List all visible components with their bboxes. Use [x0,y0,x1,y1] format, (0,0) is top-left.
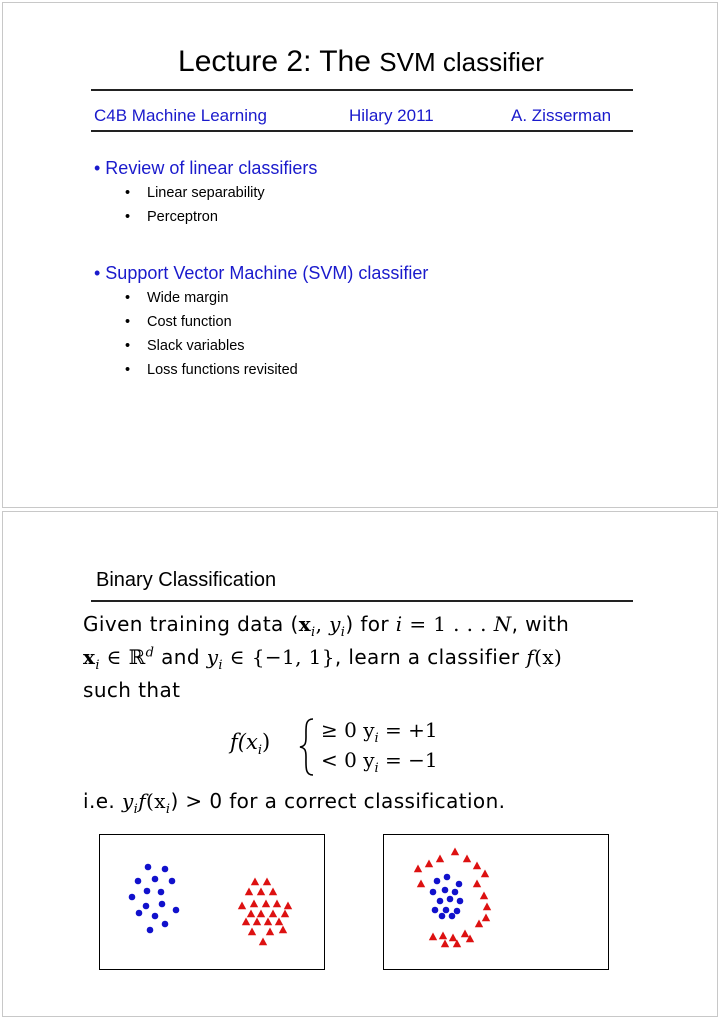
negative-point [152,876,159,883]
math: y [329,612,341,636]
slide-1-title [3,45,719,79]
list-item [125,338,245,354]
math: N [493,612,512,636]
negative-point [159,901,166,908]
text-line-4 [83,789,505,817]
math: f(x [230,730,258,754]
math-sup: d [145,645,155,661]
text-line-1 [83,612,569,640]
header-course: C4B Machine Learning [94,106,267,125]
math-sub: i [95,658,100,673]
math: = −1 [378,748,438,772]
title-rule [91,600,633,602]
negative-point [447,896,454,903]
cases-row-2 [321,748,438,776]
item-label: Slack variables [147,338,245,354]
negative-point [162,921,169,928]
math-sub: i [218,658,223,673]
left-brace-icon [297,717,317,777]
math: f [138,789,147,813]
cases-lhs [230,730,270,758]
math: = 1 . . . [402,612,494,636]
title-main: Lecture 2: The [178,45,380,78]
item-label: Linear separability [147,185,265,201]
text: ) > 0 for a correct classification. [170,789,506,813]
negative-point [457,898,464,905]
negative-point [145,864,152,871]
text: , with [511,612,570,636]
math: ) [261,730,271,754]
bullet: • [125,185,131,201]
slide-1 [2,2,718,508]
list-item [125,362,298,378]
math: ∈ {−1, 1} [222,645,335,669]
text: and [154,645,207,669]
math: y [121,789,134,813]
math: (x [146,789,166,813]
negative-point [452,889,459,896]
plot-frame [100,835,325,970]
item-label: Wide margin [147,290,229,306]
negative-point [443,907,450,914]
text-line-2 [83,645,562,673]
negative-point [158,889,165,896]
scatter-plot-linear [99,834,325,970]
negative-point [169,878,176,885]
math-sub: i [340,625,346,640]
list-item [125,209,218,225]
math: x [83,645,96,669]
text: i.e. [83,789,122,813]
math: i [395,612,403,636]
negative-point [129,894,136,901]
math-sub: i [311,625,316,640]
title-small: SVM classifier [379,47,544,77]
negative-point [147,927,154,934]
list-item [125,290,228,306]
math: , [315,612,330,636]
scatter-plot-nonlinear [383,834,609,970]
item-label: Perceptron [147,209,218,225]
negative-point [444,874,451,881]
negative-point [439,913,446,920]
bullet: • [125,362,131,378]
list-item [125,185,265,201]
math: x [298,612,312,636]
negative-point [162,866,169,873]
negative-point [135,878,142,885]
math: < 0 y [321,748,375,772]
math-sub: i [257,743,262,759]
math: ∈ ℝ [99,645,146,669]
negative-point [143,903,150,910]
header-term: Hilary 2011 [349,106,434,125]
negative-point [442,887,449,894]
math: ≥ 0 y [321,718,375,742]
math: (x) [534,645,563,669]
negative-point [437,898,444,905]
math-sub: i [374,761,379,776]
text: Given training data ( [83,612,299,636]
math: = +1 [378,718,438,742]
bullet: • [125,209,131,225]
negative-point [173,907,180,914]
title-rule [91,89,633,91]
slide-2 [2,511,718,1017]
cases-row-1 [321,718,438,746]
negative-point [449,913,456,920]
math-sub: i [133,802,139,817]
text-line-3: such that [83,678,181,702]
negative-point [434,878,441,885]
negative-point [152,913,159,920]
negative-point [430,889,437,896]
text: ) for [345,612,396,636]
text: , learn a classifier [334,645,527,669]
bullet: • [125,290,131,306]
item-label: Cost function [147,314,232,330]
negative-point [454,908,461,915]
negative-point [432,907,439,914]
section-review: • Review of linear classifiers [94,158,318,178]
negative-point [456,881,463,888]
item-label: Loss functions revisited [147,362,298,378]
negative-point [136,910,143,917]
slide-2-title: Binary Classification [96,569,277,591]
plot-frame [384,835,609,970]
list-item [125,314,232,330]
math: y [206,645,219,669]
bullet: • [125,338,131,354]
section-svm: • Support Vector Machine (SVM) classifier [94,263,429,283]
header-rule [91,130,633,132]
bullet: • [125,314,131,330]
header-author: A. Zisserman [511,106,612,125]
math-sub: i [374,731,379,746]
math: f [526,645,535,669]
negative-point [144,888,151,895]
math-sub: i [165,802,171,817]
